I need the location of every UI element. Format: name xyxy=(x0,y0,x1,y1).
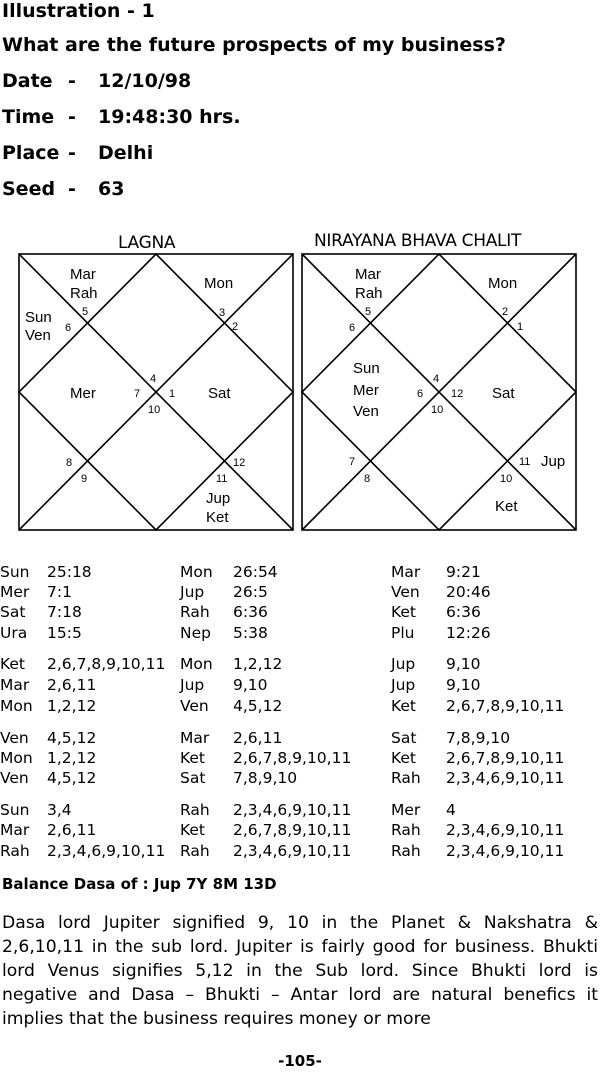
planet-value: 6:36 xyxy=(233,603,268,621)
planet-label: Mar xyxy=(70,266,96,283)
lagna-chart xyxy=(18,253,294,531)
planet-name: Jup xyxy=(391,655,416,673)
planet-value: 26:5 xyxy=(233,583,268,601)
planet-label: Mer xyxy=(70,385,96,402)
planet-value: 3,4 xyxy=(47,801,72,819)
planet-value: 1,2,12 xyxy=(233,655,283,673)
planet-label: Ket xyxy=(206,509,229,526)
planet-name: Mer xyxy=(0,583,30,601)
house-number: 11 xyxy=(519,456,531,468)
planet-value: 2,3,4,6,9,10,11 xyxy=(47,842,166,860)
house-number: 2 xyxy=(502,306,509,318)
planet-value: 2,6,7,8,9,10,11 xyxy=(446,697,565,715)
planet-name: Ket xyxy=(180,749,206,767)
date-line xyxy=(2,70,191,92)
planet-value: 9:21 xyxy=(446,563,481,581)
lagna-title: LAGNA xyxy=(118,233,176,253)
planet-label: Sun xyxy=(25,309,52,326)
house-number: 3 xyxy=(219,307,226,319)
planet-value: 25:18 xyxy=(47,563,92,581)
house-number: 7 xyxy=(349,456,356,468)
planet-value: 6:36 xyxy=(446,603,481,621)
planet-value: 2,6,7,8,9,10,11 xyxy=(47,655,166,673)
planet-name: Ket xyxy=(391,603,417,621)
planet-value: 9,10 xyxy=(446,676,481,694)
dash: - xyxy=(68,178,76,200)
planet-value: 7:18 xyxy=(47,603,82,621)
planet-value: 4,5,12 xyxy=(47,769,97,787)
house-number: 10 xyxy=(431,404,444,416)
planet-value: 2,3,4,6,9,10,11 xyxy=(233,842,352,860)
planet-value: 7:1 xyxy=(47,583,72,601)
planet-name: Ket xyxy=(391,697,417,715)
planet-name: Mon xyxy=(0,697,33,715)
house-number: 6 xyxy=(65,322,72,334)
planet-value: 2,3,4,6,9,10,11 xyxy=(446,821,565,839)
analysis-paragraph: Dasa lord Jupiter signified 9, 10 in the Planet & Nakshatra & 2,6,10,11 in the sub lord. Jupiter is fairly good for business. Bhukti lord Venus signifies 5,12 in the Sub lord. Since Bhukti lord is negative and Dasa – Bhukti – Antar lord are natural benefics it implies that the business requires money or more xyxy=(2,913,598,1029)
planet-name: Mon xyxy=(0,749,33,767)
planet-value: 2,6,7,8,9,10,11 xyxy=(233,821,352,839)
dash: - xyxy=(68,142,76,164)
planet-value: 7,8,9,10 xyxy=(233,769,298,787)
planet-name: Rah xyxy=(180,603,210,621)
planet-label: Ven xyxy=(25,327,51,344)
planet-name: Ven xyxy=(391,583,420,601)
seed-line xyxy=(2,178,124,200)
balance-dasa: Balance Dasa of : Jup 7Y 8M 13D xyxy=(2,875,277,893)
planet-value: 1,2,12 xyxy=(47,749,97,767)
house-number: 5 xyxy=(365,306,372,318)
planet-label: Jup xyxy=(541,453,566,470)
planet-name: Rah xyxy=(391,821,421,839)
house-number: 4 xyxy=(150,373,157,385)
planet-name: Jup xyxy=(391,676,416,694)
planet-name: Jup xyxy=(180,676,205,694)
planet-label: Ket xyxy=(495,498,518,515)
planet-value: 26:54 xyxy=(233,563,278,581)
planet-value: 15:5 xyxy=(47,624,82,642)
house-number: 4 xyxy=(433,373,440,385)
house-number: 1 xyxy=(517,321,524,333)
planet-value: 2,6,7,8,9,10,11 xyxy=(446,749,565,767)
planet-label: Sat xyxy=(492,385,515,402)
planet-name: Ven xyxy=(0,729,29,747)
planet-name: Mon xyxy=(180,655,213,673)
planet-value: 2,6,11 xyxy=(233,729,283,747)
house-number: 6 xyxy=(349,322,356,334)
planet-name: Mon xyxy=(180,563,213,581)
house-number: 2 xyxy=(232,321,239,333)
seed-value: 63 xyxy=(98,178,125,200)
house-number: 1 xyxy=(169,388,176,400)
time-label: Time xyxy=(2,106,55,128)
planet-name: Ket xyxy=(180,821,206,839)
planet-name: Rah xyxy=(0,842,30,860)
planet-name: Rah xyxy=(391,769,421,787)
planet-value: 9,10 xyxy=(446,655,481,673)
planet-value: 2,3,4,6,9,10,11 xyxy=(446,842,565,860)
planet-value: 12:26 xyxy=(446,624,491,642)
seed-label: Seed xyxy=(2,178,56,200)
planet-value: 2,6,7,8,9,10,11 xyxy=(233,749,352,767)
planet-label: Ven xyxy=(353,403,379,420)
house-number: 12 xyxy=(451,388,464,400)
planet-name: Mar xyxy=(391,563,421,581)
time-line xyxy=(2,106,241,128)
house-number: 5 xyxy=(82,306,89,318)
question-heading: What are the future prospects of my business? xyxy=(2,34,506,56)
place-label: Place xyxy=(2,142,60,164)
planet-label: Rah xyxy=(355,285,383,302)
planet-label: Sun xyxy=(353,360,380,377)
planet-name: Ven xyxy=(180,697,209,715)
date-value: 12/10/98 xyxy=(98,70,192,92)
time-value: 19:48:30 hrs. xyxy=(98,106,241,128)
planet-name: Ket xyxy=(391,749,417,767)
planet-name: Mar xyxy=(180,729,210,747)
house-number: 9 xyxy=(81,473,88,485)
planet-name: Sat xyxy=(180,769,206,787)
planet-value: 4,5,12 xyxy=(47,729,97,747)
planet-name: Sun xyxy=(0,801,30,819)
planet-value: 9,10 xyxy=(233,676,268,694)
planet-value: 2,3,4,6,9,10,11 xyxy=(446,769,565,787)
planet-name: Sun xyxy=(0,563,30,581)
planet-value: 20:46 xyxy=(446,583,491,601)
illustration-heading: Illustration - 1 xyxy=(2,0,155,22)
planet-value: 1,2,12 xyxy=(47,697,97,715)
planet-name: Mar xyxy=(0,676,30,694)
planet-value: 2,3,4,6,9,10,11 xyxy=(233,801,352,819)
house-number: 8 xyxy=(364,473,371,485)
planet-name: Sat xyxy=(0,603,26,621)
planet-name: Mer xyxy=(391,801,421,819)
planet-name: Ket xyxy=(0,655,26,673)
dash: - xyxy=(68,70,76,92)
planet-name: Rah xyxy=(391,842,421,860)
planet-name: Mar xyxy=(0,821,30,839)
planet-label: Rah xyxy=(70,285,98,302)
house-number: 10 xyxy=(500,473,513,485)
planet-label: Jup xyxy=(206,490,231,507)
planet-value: 7,8,9,10 xyxy=(446,729,511,747)
planet-name: Plu xyxy=(391,624,415,642)
planet-name: Nep xyxy=(180,624,211,642)
bhava-chart-title: NIRAYANA BHAVA CHALIT xyxy=(314,231,522,251)
planet-name: Rah xyxy=(180,801,210,819)
house-number: 6 xyxy=(417,388,424,400)
planet-name: Rah xyxy=(180,842,210,860)
house-number: 11 xyxy=(216,473,228,485)
planet-value: 2,6,11 xyxy=(47,676,97,694)
planet-value: 4 xyxy=(446,801,456,819)
place-value: Delhi xyxy=(98,142,154,164)
planet-value: 5:38 xyxy=(233,624,268,642)
planet-label: Mar xyxy=(355,266,381,283)
planet-name: Jup xyxy=(180,583,205,601)
house-number: 8 xyxy=(66,457,73,469)
planet-name: Ven xyxy=(0,769,29,787)
planet-label: Sat xyxy=(208,385,231,402)
planet-value: 2,6,11 xyxy=(47,821,97,839)
place-line xyxy=(2,142,153,164)
planet-name: Sat xyxy=(391,729,417,747)
planet-value: 4,5,12 xyxy=(233,697,283,715)
bhava-chalit-chart xyxy=(301,253,577,531)
planet-name: Ura xyxy=(0,624,28,642)
planet-label: Mon xyxy=(488,275,518,292)
date-label: Date xyxy=(2,70,53,92)
house-number: 10 xyxy=(148,404,161,416)
planet-label: Mer xyxy=(353,382,379,399)
page-number: -105- xyxy=(278,1052,322,1070)
house-number: 12 xyxy=(233,457,246,469)
dash: - xyxy=(68,106,76,128)
house-number: 7 xyxy=(134,388,141,400)
planet-label: Mon xyxy=(204,275,234,292)
